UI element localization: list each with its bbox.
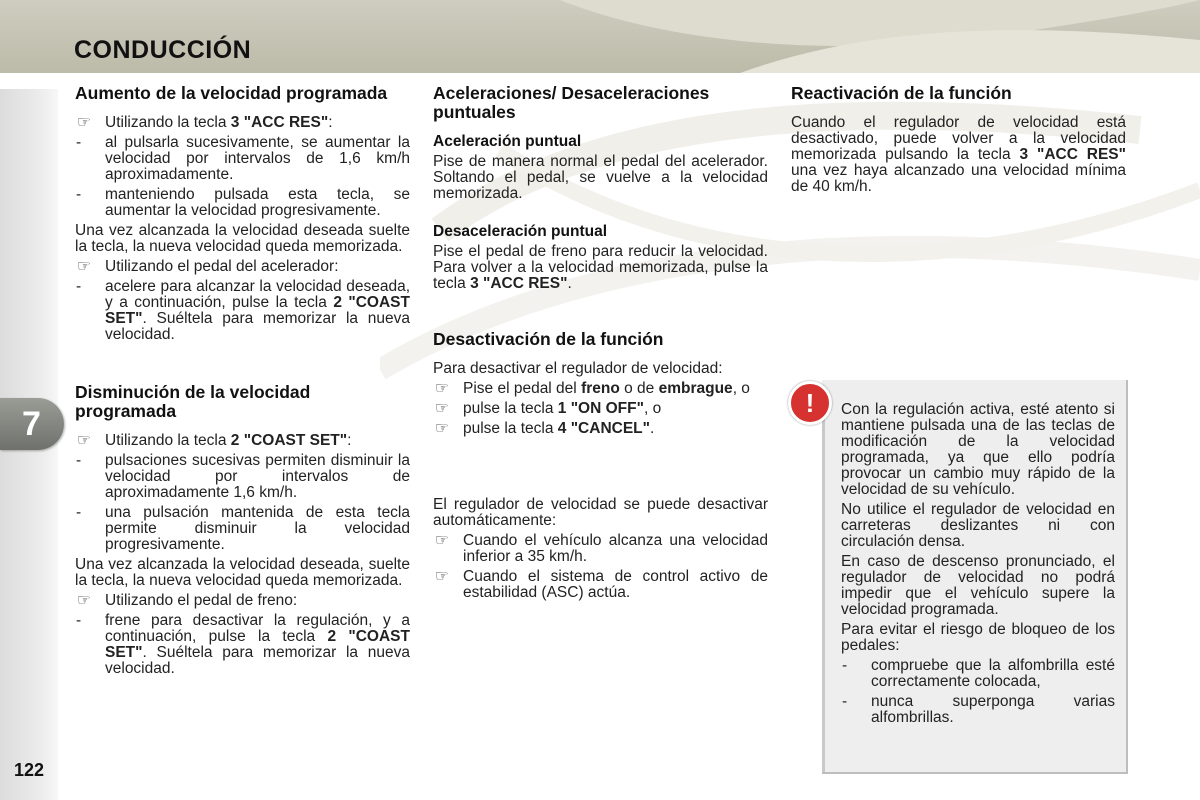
item-text-end: , o [643, 400, 662, 417]
pointing-hand-icon: ☞ [435, 380, 449, 397]
item-text: Utilizando el pedal de freno: [105, 592, 298, 609]
item-text: Utilizando la tecla [105, 432, 231, 449]
paragraph-decel: Pise el pedal de freno para reducir la velocidad. Para volver a la velocidad memorizada, pulse la tecla 3 "ACC RES". [433, 243, 768, 292]
column-2 [433, 84, 768, 605]
item-text: Utilizando la tecla [105, 114, 231, 131]
item-key-2: embrague [658, 380, 733, 397]
pointing-hand-icon: ☞ [77, 432, 91, 449]
dash-marker: - [76, 186, 82, 203]
item-key: 3 "ACC RES" [230, 114, 329, 131]
dash-marker: - [76, 504, 82, 521]
subheading-decel: Desaceleración puntual [433, 223, 608, 240]
pointing-hand-icon: ☞ [77, 592, 91, 609]
paragraph-accel: Pise de manera normal el pedal del acelerador. Soltando el pedal, se vuelve a la velocidad memorizada. [433, 153, 768, 202]
bullet-item [75, 433, 410, 449]
paragraph: Una vez alcanzada la velocidad deseada suelte la tecla, la nueva velocidad queda memorizada. [75, 222, 410, 255]
bullet-item [433, 421, 768, 437]
dash-item [841, 694, 1115, 726]
item-key: 4 "CANCEL" [557, 420, 650, 437]
item-key: 2 "COAST SET" [105, 294, 410, 327]
item-text: Cuando el vehículo alcanza una velocidad inferior a 35 km/h. [463, 532, 768, 565]
item-text-mid: o de [619, 380, 659, 397]
pointing-hand-icon: ☞ [435, 420, 449, 437]
warning-paragraph-4: Para evitar el riesgo de bloqueo de los pedales: [841, 621, 1115, 654]
bullet-item [75, 259, 410, 275]
warning-paragraph-2: No utilice el regulador de velocidad en carreteras deslizantes ni con circulación densa. [841, 501, 1115, 550]
item-text: frene para desactivar la regulación, y a continuación, pulse la tecla [105, 612, 410, 645]
warning-paragraph-1: Con la regulación activa, esté atento si mantiene pulsada una de las teclas de modificación de la velocidad programada, ya que ello podría provocar un cambio muy rápido de la velocidad de su vehículo. [841, 401, 1115, 498]
dash-item [75, 279, 410, 343]
item-text: pulse la tecla [463, 400, 558, 417]
item-text-end: , o [732, 380, 750, 397]
dash-marker: - [76, 612, 82, 629]
bullet-item [75, 593, 410, 609]
dash-item [75, 187, 410, 219]
item-text: una pulsación mantenida de esta tecla permite disminuir la velocidad progresivamente. [105, 504, 410, 553]
chapter-number: 7 [22, 405, 41, 443]
paragraph-deactivate-intro: Para desactivar el regulador de velocidad: [433, 360, 723, 377]
section-title-deactivate: Desactivación de la función [433, 329, 664, 349]
section-increase-body [75, 115, 410, 343]
dash-marker: - [76, 134, 82, 151]
item-text: Utilizando el pedal del acelerador: [105, 258, 339, 275]
chapter-tab [0, 398, 64, 450]
item-text: pulse la tecla [463, 420, 558, 437]
item-key: 2 "COAST SET" [230, 432, 348, 449]
section-title-increase: Aumento de la velocidad programada [75, 83, 388, 103]
item-text-end: : [347, 432, 352, 449]
item-key: 1 "ON OFF" [557, 400, 644, 417]
paragraph-reactivate: Cuando el regulador de velocidad está desactivado, puede volver a la velocidad memorizada pulsando la tecla 3 "ACC RES" una vez haya alcanzado una velocidad mínima de 40 km/h. [791, 114, 1126, 195]
chapter-title: CONDUCCIÓN [74, 36, 252, 64]
section-decrease-body [75, 433, 410, 677]
item-text: nunca superponga varias alfombrillas. [871, 693, 1115, 726]
section-title-reactivate: Reactivación de la función [791, 83, 1012, 103]
warning-list [841, 658, 1115, 726]
bullet-item [433, 569, 768, 601]
bullet-item [433, 401, 768, 417]
section-title-decrease: Disminución de la velocidad programada [75, 382, 311, 421]
bullet-item [433, 381, 768, 397]
item-key: freno [581, 380, 620, 397]
item-text-end: : [328, 114, 333, 131]
bullet-item [75, 115, 410, 131]
auto-deactivate-list [433, 533, 768, 601]
warning-paragraph-3: En caso de descenso pronunciado, el regulador de velocidad no podrá impedir que el vehículo supere la velocidad programada. [841, 553, 1115, 618]
dash-item [841, 658, 1115, 690]
section-title-accel: Aceleraciones/ Desaceleraciones puntuales [433, 83, 710, 122]
item-key: 2 "COAST SET" [105, 628, 410, 661]
paragraph-auto-deactivate: El regulador de velocidad se puede desactivar automáticamente: [433, 496, 768, 529]
dash-item [75, 505, 410, 553]
pointing-hand-icon: ☞ [435, 568, 449, 585]
item-text: pulsaciones sucesivas permiten disminuir la velocidad por intervalos de aproximadamente 1,6 km/h. [105, 452, 410, 501]
dash-marker: - [76, 278, 82, 295]
item-text: acelere para alcanzar la velocidad deseada, y a continuación, pulse la tecla [105, 278, 410, 311]
column-1 [75, 84, 410, 681]
dash-item [75, 135, 410, 183]
item-text: compruebe que la alfombrilla esté correctamente colocada, [871, 657, 1115, 690]
item-text-end: . [650, 420, 655, 437]
item-text: al pulsarla sucesivamente, se aumentar la velocidad por intervalos de 1,6 km/h aproximadamente. [105, 134, 410, 183]
pointing-hand-icon: ☞ [77, 114, 91, 131]
paragraph: Una vez alcanzada la velocidad deseada, suelte la tecla, la nueva velocidad queda memorizada. [75, 556, 410, 589]
dash-item [75, 453, 410, 501]
pointing-hand-icon: ☞ [435, 532, 449, 549]
item-text-end: . Suéltela para memorizar la nueva velocidad. [105, 310, 410, 343]
warning-icon: ! [788, 381, 832, 425]
deactivate-list [433, 381, 768, 437]
bullet-item [433, 533, 768, 565]
item-text-end: . Suéltela para memorizar la nueva velocidad. [105, 644, 410, 677]
header-decoration [440, 0, 1200, 73]
pointing-hand-icon: ☞ [435, 400, 449, 417]
item-text: manteniendo pulsada esta tecla, se aumentar la velocidad progresivamente. [105, 186, 410, 219]
dash-marker: - [842, 693, 848, 710]
pointing-hand-icon: ☞ [77, 258, 91, 275]
page-number: 122 [14, 760, 45, 780]
column-3 [791, 84, 1126, 199]
item-text: Pise el pedal del [463, 380, 582, 397]
dash-item [75, 613, 410, 677]
dash-marker: - [842, 657, 848, 674]
dash-marker: - [76, 452, 82, 469]
warning-content [841, 402, 1115, 730]
subheading-accel: Aceleración puntual [433, 133, 582, 150]
item-text: Cuando el sistema de control activo de estabilidad (ASC) actúa. [463, 568, 768, 601]
